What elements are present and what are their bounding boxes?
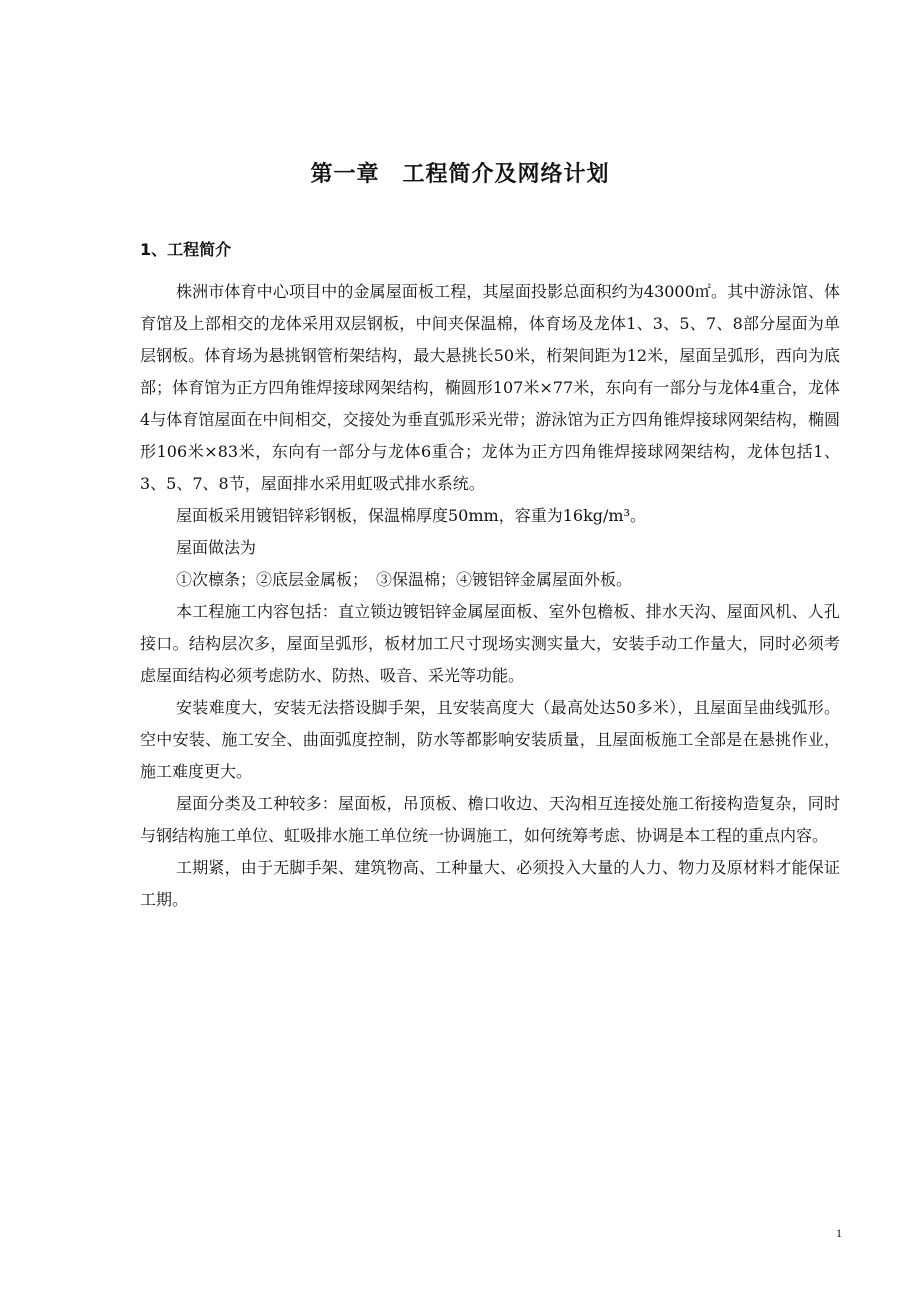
page-number: 1 (836, 1226, 842, 1240)
paragraph-difficulty: 安装难度大，安装无法搭设脚手架，且安装高度大（最高处达50多米），且屋面呈曲线弧形。空中安装、施工安全、曲面弧度控制，防水等都影响安装质量，且屋面板施工全部是在悬挑作业，施工难度更大。 (140, 698, 840, 781)
paragraph-scope: 本工程施工内容包括：直立锁边镀铝锌金属屋面板、室外包檐板、排水天沟、屋面风机、人孔接口。结构层次多，屋面呈弧形，板材加工尺寸现场实测实量大，安装手动工作量大，同时必须考虑屋面结构必须考虑防水、防热、吸音、采光等功能。 (140, 602, 840, 685)
paragraph-method-layers: ①次檩条；②底层金属板； ③保温棉；④镀铝锌金属屋面外板。 (176, 570, 633, 589)
paragraph-schedule: 工期紧，由于无脚手架、建筑物高、工种量大、必须投入大量的人力、物力及原材料才能保证工期。 (140, 858, 840, 909)
paragraph-trades: 屋面分类及工种较多：屋面板，吊顶板、檐口收边、天沟相互连接处施工衔接构造复杂，同时与钢结构施工单位、虹吸排水施工单位统一协调施工，如何统筹考虑、协调是本工程的重点内容。 (140, 794, 840, 845)
body-text (140, 276, 840, 916)
section-heading: 1、工程简介 (140, 240, 232, 259)
chapter-title: 第一章 工程简介及网络计划 (310, 162, 610, 187)
paragraph-method-intro: 屋面做法为 (176, 538, 257, 557)
paragraph-materials: 屋面板采用镀铝锌彩钢板，保温棉厚度50mm，容重为16kg/m³。 (176, 506, 646, 525)
paragraph-overview: 株洲市体育中心项目中的金属屋面板工程，其屋面投影总面积约为43000㎡。其中游泳馆、体育馆及上部相交的龙体采用双层钢板，中间夹保温棉，体育场及龙体1、3、5、7、8部分屋面为单层钢板。体育场为悬挑钢管桁架结构，最大悬挑长50米，桁架间距为12米，屋面呈弧形，西向为底部；体育馆为正方四角锥焊接球网架结构，椭圆形107米×77米，东向有一部分与龙体4重合，龙体4与体育馆屋面在中间相交，交接处为垂直弧形采光带；游泳馆为正方四角锥焊接球网架结构，椭圆形106米×83米，东向有一部分与龙体6重合；龙体为正方四角锥焊接球网架结构，龙体包括1、3、5、7、8节，屋面排水采用虹吸式排水系统。 (140, 282, 840, 493)
